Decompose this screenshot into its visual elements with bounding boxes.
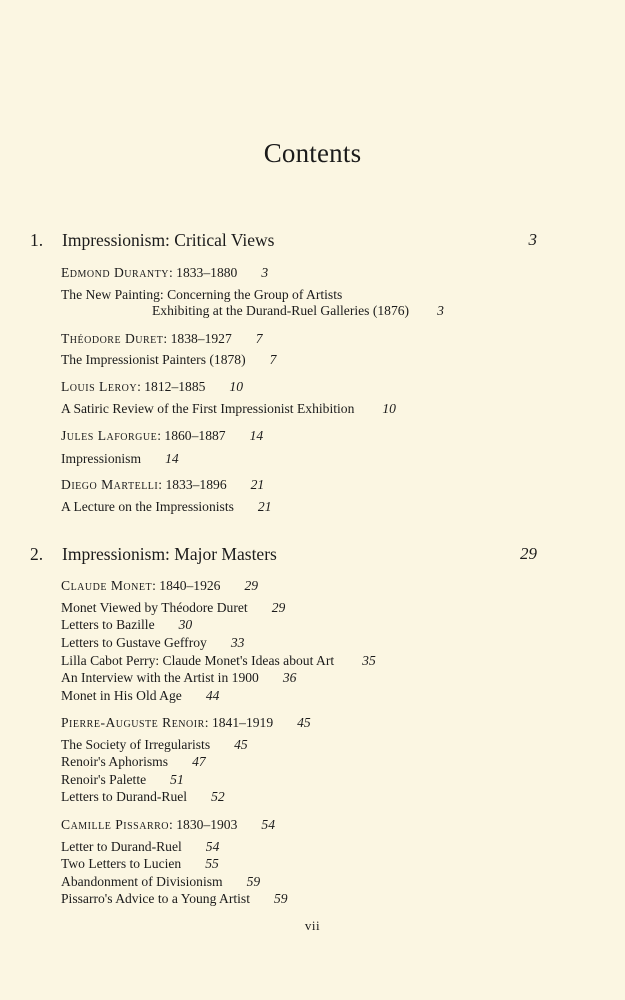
- entry-page: 21: [250, 477, 265, 492]
- entry-title: Exhibiting at the Durand-Ruel Galleries (1876): [152, 303, 410, 318]
- entry-page: 29: [271, 600, 286, 615]
- entry-title: Two Letters to Lucien: [61, 856, 182, 871]
- entry-page: 45: [297, 715, 311, 730]
- entry-page: 52: [211, 789, 225, 804]
- author-dates: 1840–1926: [159, 578, 221, 593]
- entry-title: Letters to Bazille: [61, 617, 155, 632]
- entry-page: 30: [178, 617, 193, 632]
- entry-page: 10: [382, 401, 396, 416]
- entry-page: 54: [261, 817, 275, 832]
- entry-title: A Satiric Review of the First Impressionist Exhibition: [61, 401, 355, 416]
- author-entry: Pierre-Auguste Renoir: 1841–1919 45: [61, 715, 311, 730]
- toc-entry: [61, 352, 276, 368]
- toc-entry: [61, 499, 272, 515]
- author-dates: 1841–1919: [211, 715, 274, 730]
- chapter-page: 29: [520, 544, 537, 563]
- chapter-number: 1.: [30, 230, 44, 250]
- author-entry: Jules Laforgue: 1860–1887 14: [61, 428, 264, 443]
- toc-entry: [61, 856, 219, 872]
- entry-page: 14: [165, 451, 179, 466]
- entry-page: 35: [362, 653, 376, 668]
- author-name: Camille Pissarro: [61, 817, 170, 832]
- entry-page: 7: [269, 352, 277, 367]
- entry-page: 45: [234, 737, 248, 752]
- entry-title: Letters to Gustave Geffroy: [61, 635, 207, 650]
- entry-title: An Interview with the Artist in 1900: [61, 670, 259, 685]
- entry-page: 3: [261, 265, 269, 280]
- author-name: Diego Martelli: [61, 477, 159, 492]
- author-entry: Camille Pissarro: 1830–1903 54: [61, 817, 275, 832]
- entry-title: Renoir's Palette: [61, 772, 147, 787]
- entry-page: 44: [205, 688, 220, 703]
- entry-title: Abandonment of Divisionism: [61, 874, 223, 889]
- author-dates: 1812–1885: [144, 379, 206, 394]
- entry-title: The New Painting: Concerning the Group of Artists: [61, 287, 343, 302]
- chapter-page: 3: [528, 230, 537, 249]
- toc-entry: [61, 600, 285, 616]
- toc-entry: [61, 451, 179, 467]
- entry-page: 36: [282, 670, 297, 685]
- author-name: Pierre-Auguste Renoir: [61, 715, 205, 730]
- author-entry: Edmond Duranty: 1833–1880 3: [61, 265, 269, 280]
- entry-title: Lilla Cabot Perry: Claude Monet's Ideas about Art: [61, 653, 335, 668]
- toc-entry: [61, 670, 296, 686]
- toc-entry: [61, 401, 396, 417]
- toc-entry: [61, 287, 342, 303]
- toc-entry: [61, 874, 260, 890]
- entry-title: Monet in His Old Age: [61, 688, 182, 703]
- author-name: Edmond Duranty: [61, 265, 169, 280]
- author-dates: 1830–1903: [176, 817, 238, 832]
- chapter-title: Impressionism: Major Masters: [62, 544, 277, 564]
- entry-page: 33: [230, 635, 245, 650]
- chapter-number: 2.: [30, 544, 44, 564]
- toc-entry: [61, 772, 184, 788]
- page-number: vii: [304, 918, 321, 933]
- chapter-heading: [0, 544, 625, 574]
- toc-entry: [61, 789, 225, 805]
- entry-title: Letter to Durand-Ruel: [61, 839, 182, 854]
- entry-title: The Society of Irregularists: [61, 737, 211, 752]
- entry-page: 21: [257, 499, 272, 514]
- author-dates: 1838–1927: [170, 331, 232, 346]
- author-entry: Louis Leroy: 1812–1885 10: [61, 379, 244, 394]
- entry-page: 55: [205, 856, 219, 871]
- author-name: Jules Laforgue: [61, 428, 158, 443]
- entry-page: 59: [246, 874, 261, 889]
- author-name: Claude Monet: [61, 578, 153, 593]
- toc-entry: [61, 617, 192, 633]
- entry-title: Impressionism: [61, 451, 142, 466]
- entry-title: Letters to Durand-Ruel: [61, 789, 188, 804]
- entry-title: Renoir's Aphorisms: [61, 754, 169, 769]
- entry-page: 59: [274, 891, 288, 906]
- entry-page: 10: [229, 379, 244, 394]
- page-title: Contents: [263, 138, 362, 168]
- chapter-title: Impressionism: Critical Views: [62, 230, 275, 250]
- chapter-heading: [0, 230, 625, 260]
- entry-page: 29: [244, 578, 259, 593]
- entry-title: The Impressionist Painters (1878): [61, 352, 246, 367]
- toc-entry: [61, 839, 219, 855]
- entry-page: 51: [170, 772, 184, 787]
- author-dates: 1833–1880: [176, 265, 238, 280]
- toc-entry: [152, 303, 444, 319]
- author-entry: Théodore Duret: 1838–1927 7: [61, 331, 263, 346]
- entry-page: 47: [192, 754, 206, 769]
- toc-entry: [61, 653, 376, 669]
- toc-entry: [61, 737, 248, 753]
- author-dates: 1833–1896: [165, 477, 227, 492]
- toc-entry: [61, 891, 288, 907]
- author-name: Louis Leroy: [61, 379, 138, 394]
- entry-title: Monet Viewed by Théodore Duret: [61, 600, 248, 615]
- entry-title: Pissarro's Advice to a Young Artist: [61, 891, 250, 906]
- entry-title: A Lecture on the Impressionists: [61, 499, 234, 514]
- author-name: Théodore Duret: [61, 331, 164, 346]
- entry-page: 7: [255, 331, 263, 346]
- author-entry: Claude Monet: 1840–1926 29: [61, 578, 259, 593]
- entry-page: 14: [249, 428, 264, 443]
- entry-page: 54: [205, 839, 220, 854]
- toc-entry: [61, 754, 206, 770]
- toc-entry: [61, 635, 244, 651]
- author-entry: Diego Martelli: 1833–1896 21: [61, 477, 265, 492]
- entry-page: 3: [437, 303, 444, 318]
- author-dates: 1860–1887: [164, 428, 226, 443]
- toc-entry: [61, 688, 219, 704]
